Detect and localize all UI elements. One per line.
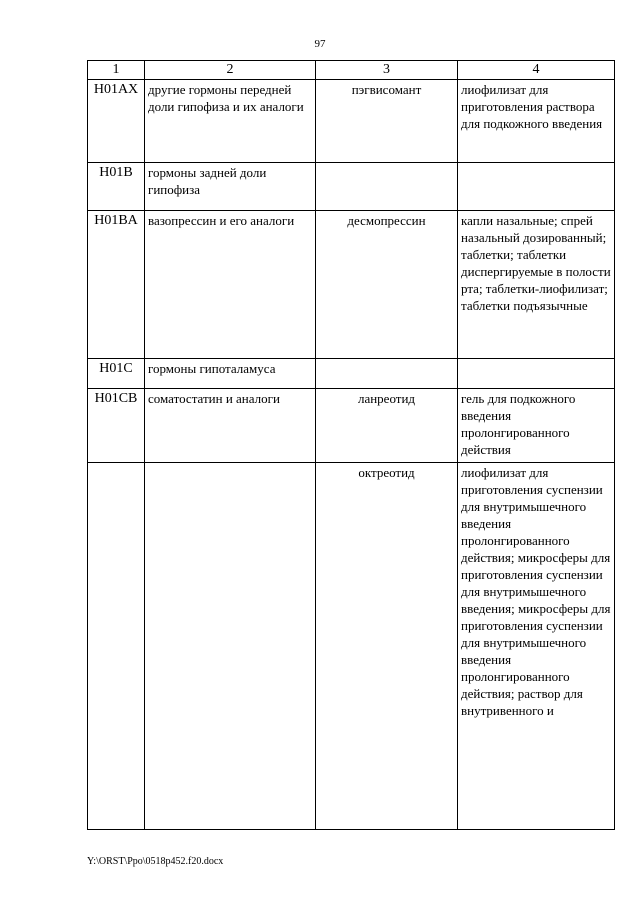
table-header-row: [88, 61, 615, 80]
atc-code-cell: H01BA: [88, 211, 145, 359]
atc-code-cell: [88, 463, 145, 830]
table-row: [88, 359, 615, 389]
atc-code-cell: H01B: [88, 163, 145, 211]
drug-cell: [316, 359, 458, 389]
drug-cell: октреотид: [316, 463, 458, 830]
page-number: 97: [314, 38, 326, 50]
group-cell: гормоны задней доли гипофиза: [145, 163, 316, 211]
column-header-4: 4: [458, 61, 615, 80]
group-cell: другие гормоны передней доли гипофиза и их аналоги: [145, 80, 316, 163]
dosage-form-cell: лиофилизат для приготовления суспензии для внутримышечного введения пролонгированного действия; микросферы для приготовления суспензии для внутримышечного введения; микросферы для приготовления суспензии для внутримышечного введения пролонгированного действия; раствор для внутривенного и: [458, 463, 615, 830]
dosage-form-cell: лиофилизат для приготовления раствора для подкожного введения: [458, 80, 615, 163]
group-cell: вазопрессин и его аналоги: [145, 211, 316, 359]
group-cell: гормоны гипоталамуса: [145, 359, 316, 389]
table-row: [88, 389, 615, 463]
drug-cell: десмопрессин: [316, 211, 458, 359]
atc-code-cell: H01C: [88, 359, 145, 389]
group-cell: соматостатин и аналоги: [145, 389, 316, 463]
atc-code-cell: H01CB: [88, 389, 145, 463]
drug-cell: пэгвисомант: [316, 80, 458, 163]
table-row: [88, 80, 615, 163]
table-row: [88, 163, 615, 211]
dosage-form-cell: капли назальные; спрей назальный дозированный; таблетки; таблетки диспергируемые в полости рта; таблетки-лиофилизат; таблетки подъязычные: [458, 211, 615, 359]
column-header-2: 2: [145, 61, 316, 80]
dosage-form-cell: [458, 359, 615, 389]
group-cell: [145, 463, 316, 830]
dosage-form-cell: гель для подкожного введения пролонгированного действия: [458, 389, 615, 463]
column-header-1: 1: [88, 61, 145, 80]
column-header-3: 3: [316, 61, 458, 80]
table-row: [88, 463, 615, 830]
atc-code-cell: H01AX: [88, 80, 145, 163]
dosage-form-cell: [458, 163, 615, 211]
drug-cell: [316, 163, 458, 211]
document-file-path: Y:\ORST\Ppo\0518p452.f20.docx: [87, 856, 224, 867]
drug-cell: ланреотид: [316, 389, 458, 463]
table-row: [88, 211, 615, 359]
drug-table: [87, 60, 615, 830]
